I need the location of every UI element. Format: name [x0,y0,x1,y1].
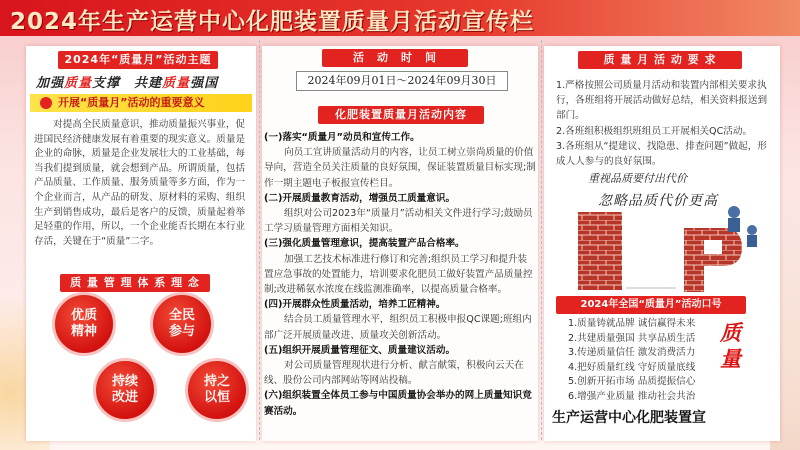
slogan-item: 3.传递质量信任 激发消费活力 [568,347,696,359]
theme-slogan: 加强质量支撑 共建质量强国 [36,76,219,91]
significance-heading: 开展“质量月”活动的重要意义 [30,94,252,112]
system-heading: 质 量 管 理 体 系 理 念 [60,274,210,292]
slogan-item: 1.质量铸就品牌 诚信赢得未来 [568,318,696,329]
requirement-item: 3.各班组从“提建议、找隐患、排查问题”做起，形成人人参与的良好氛围。 [556,140,767,168]
item-text: 组织对公司2023年“质量月”活动相关文件进行学习;鼓励员工学习质量管理方面相关知识。 [264,208,533,235]
handwritten-motto-line2: 忽略品质代价更高 [598,193,718,209]
content-heading: 化肥装置质量月活动内容 [318,106,484,124]
concept-circle: 持续 改进 [93,358,157,422]
requirement-item: 1.严格按照公司质量月活动和装置内部相关要求执行，各班组将开展活动做好总结，相关资料报送到部门。 [556,80,768,122]
quality-calligraphy: 质量 [720,320,741,371]
item-heading: (五)组织开展质量管理征文、质量建议活动。 [264,344,456,356]
requirements-list [556,78,776,169]
concept-circle: 全民 参与 [150,292,214,356]
handwritten-motto-line1: 重视品质要付出代价 [588,172,687,185]
header-banner [0,0,800,36]
footer-organization: 生产运营中心化肥装置宣 [552,410,706,426]
requirement-item: 2.各班组积极组织班组员工开展相关QC活动。 [556,125,753,137]
significance-paragraph: 对提高全民质量意识，推动质量振兴事业，促进国民经济健康发展有着重要的现实意义。质量是企业的命脉，质量是企业发展壮大的工业基础，每当我们提到质量，就会想到产品。所谓质量，包括产品质量、工作质量、服务质量等多方面，作为一个企业而言，从产品的研发、原材料的采购、组织生产到销售成功，最后是客户的反馈，质量起着举足轻重的作用，所以，一个企业能否长期在本行业存活，关键在于“质量”二字。 [34,119,246,247]
brick-wall-illustration [566,200,766,295]
slogans-list [568,317,695,405]
slogan-item: 5.创新开拓市场 品质提振信心 [568,376,696,388]
item-text: 结合员工质量管理水平，组织员工积极申报QC课题;班组内部广泛开展质量改进、质量攻关创新活动。 [264,314,532,341]
concept-circle: 持之 以恒 [185,358,249,422]
slogan-item: 6.增强产业质量 推动社会共治 [568,390,696,402]
theme-heading: 2024年“质量月”活动主题 [58,51,218,69]
concept-circle: 优质 精神 [52,292,116,356]
divider [541,40,542,440]
slogans-heading: 2024年全国“质量月”活动口号 [556,296,746,314]
item-heading: (二)开展质量教育活动，增强员工质量意识。 [264,192,456,204]
slogan-item: 4.把好质量红线 守好质量底线 [568,361,696,373]
date-range: 2024年09月01日～2024年09月30日 [296,71,508,91]
divider [259,40,260,440]
activity-content [264,130,536,419]
item-text: 对公司质量管理现状进行分析、献言献策，积极向云天在线、股份公司内部网站等网站投稿。 [264,360,524,387]
item-heading: (六)组织装置全体员工参与中国质量协会举办的网上质量知识竞赛活动。 [264,390,532,417]
item-heading: (四)开展群众性质量活动，培养工匠精神。 [264,299,446,311]
slogan-item: 2.共建质量强国 共享品质生活 [568,332,696,344]
page-title: 2024年生产运营中心化肥装置质量月活动宣传栏 [10,9,535,35]
requirements-heading: 质 量 月 活 动 要 求 [578,51,742,69]
item-text: 向员工宣讲质量活动月的内容，让员工树立崇尚质量的价值导向，营造全员关注质量的良好氛围，保证装置质量目标实现;制作一期主题电子板报宣传栏目。 [264,147,536,189]
item-heading: (一)落实“质量月”动员和宣传工作。 [264,132,420,143]
time-heading: 活 动 时 间 [322,49,468,67]
item-heading: (三)强化质量管理意识，提高装置产品合格率。 [264,238,465,250]
item-text: 加强工艺技术标准进行修订和完善;组织员工学习和提升装置应急事故的处置能力，培训要求化肥员工做好装置产品质量控制;改进稀氨水浓度在线监测准确率，以提高质量合格率。 [264,253,533,296]
